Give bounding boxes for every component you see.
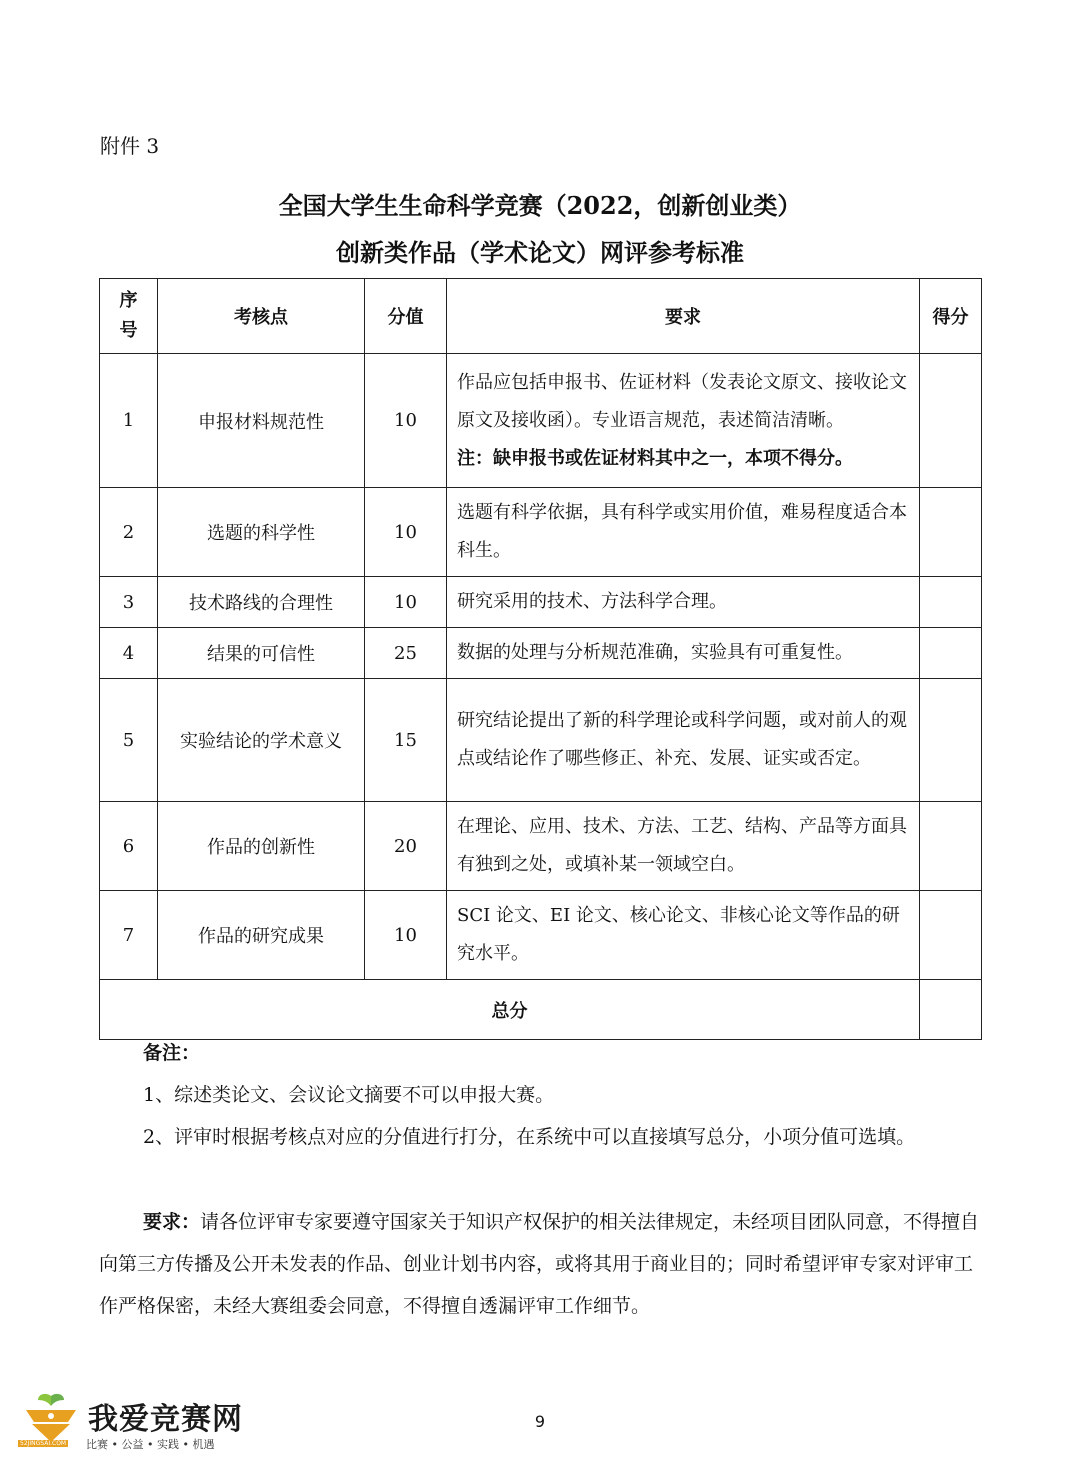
row-point: 申报材料规范性 [158,354,365,488]
header-got: 得分 [920,279,982,354]
table-row [100,891,982,980]
remark-item-1: 1、综述类论文、会议论文摘要不可以申报大赛。 [143,1084,555,1106]
row-got-cell[interactable] [920,354,982,488]
row-seq: 7 [100,891,158,980]
requirement-label: 要求： [143,1211,201,1233]
row-seq: 4 [100,628,158,679]
row-score: 15 [365,679,447,802]
row-score: 10 [365,577,447,628]
table-row [100,628,982,679]
total-label: 总分 [100,980,920,1040]
page-number: 9 [534,1412,546,1431]
row-seq: 2 [100,488,158,577]
logo-tagline: 比赛 • 公益 • 实践 • 机遇 [86,1438,215,1451]
table-header-row [100,279,982,354]
row-requirement: SCI 论文、EI 论文、核心论文、非核心论文等作品的研究水平。 [447,891,920,980]
requirement-note: 注：缺申报书或佐证材料其中之一，本项不得分。 [457,447,853,469]
row-got-cell[interactable] [920,628,982,679]
logo-domain: 52JINGSAI.COM [20,1440,67,1447]
requirement-text: 作品应包括申报书、佐证材料（发表论文原文、接收论文原文及接收函）。专业语言规范，表述简洁清晰。 [457,371,907,431]
row-seq: 5 [100,679,158,802]
row-score: 10 [365,488,447,577]
total-got-cell[interactable] [920,980,982,1040]
header-requirement: 要求 [447,279,920,354]
requirement-paragraph [99,1201,981,1327]
row-requirement [447,354,920,488]
remarks-title: 备注： [143,1042,201,1064]
row-seq: 6 [100,802,158,891]
scoring-table [99,278,982,1040]
row-score: 25 [365,628,447,679]
row-got-cell[interactable] [920,488,982,577]
remark-item-2: 2、评审时根据考核点对应的分值进行打分，在系统中可以直接填写总分，小项分值可选填。 [143,1126,916,1148]
row-score: 20 [365,802,447,891]
row-requirement: 选题有科学依据，具有科学或实用价值，难易程度适合本科生。 [447,488,920,577]
table-row [100,488,982,577]
row-requirement: 在理论、应用、技术、方法、工艺、结构、产品等方面具有独到之处，或填补某一领域空白。 [447,802,920,891]
table-row [100,354,982,488]
table-row [100,577,982,628]
row-seq: 1 [100,354,158,488]
requirement-body: 请各位评审专家要遵守国家关于知识产权保护的相关法律规定，未经项目团队同意，不得擅自向第三方传播及公开未发表的作品、创业计划书内容，或将其用于商业目的；同时希望评审专家对评审工作严格保密，未经大赛组委会同意，不得擅自透漏评审工作细节。 [99,1211,980,1317]
row-got-cell[interactable] [920,802,982,891]
logo-name: 我爱竞赛网 [88,1402,243,1437]
row-seq: 3 [100,577,158,628]
row-requirement: 研究采用的技术、方法科学合理。 [447,577,920,628]
row-point: 结果的可信性 [158,628,365,679]
row-point: 选题的科学性 [158,488,365,577]
row-requirement: 数据的处理与分析规范准确，实验具有可重复性。 [447,628,920,679]
header-score: 分值 [365,279,447,354]
header-point: 考核点 [158,279,365,354]
document-title: 全国大学生生命科学竞赛（2022，创新创业类） [278,191,802,220]
row-got-cell[interactable] [920,577,982,628]
row-requirement: 研究结论提出了新的科学理论或科学问题，或对前人的观点或结论作了哪些修正、补充、发展、证实或否定。 [447,679,920,802]
table-row [100,679,982,802]
row-score: 10 [365,354,447,488]
site-logo [18,1392,258,1456]
total-row [100,980,982,1040]
document-subtitle: 创新类作品（学术论文）网评参考标准 [336,238,744,267]
table-row [100,802,982,891]
annex-label: 附件 3 [100,134,160,158]
row-got-cell[interactable] [920,891,982,980]
row-point: 作品的创新性 [158,802,365,891]
row-got-cell[interactable] [920,679,982,802]
header-seq: 序号 [100,279,158,354]
row-score: 10 [365,891,447,980]
row-point: 实验结论的学术意义 [158,679,365,802]
row-point: 技术路线的合理性 [158,577,365,628]
row-point: 作品的研究成果 [158,891,365,980]
